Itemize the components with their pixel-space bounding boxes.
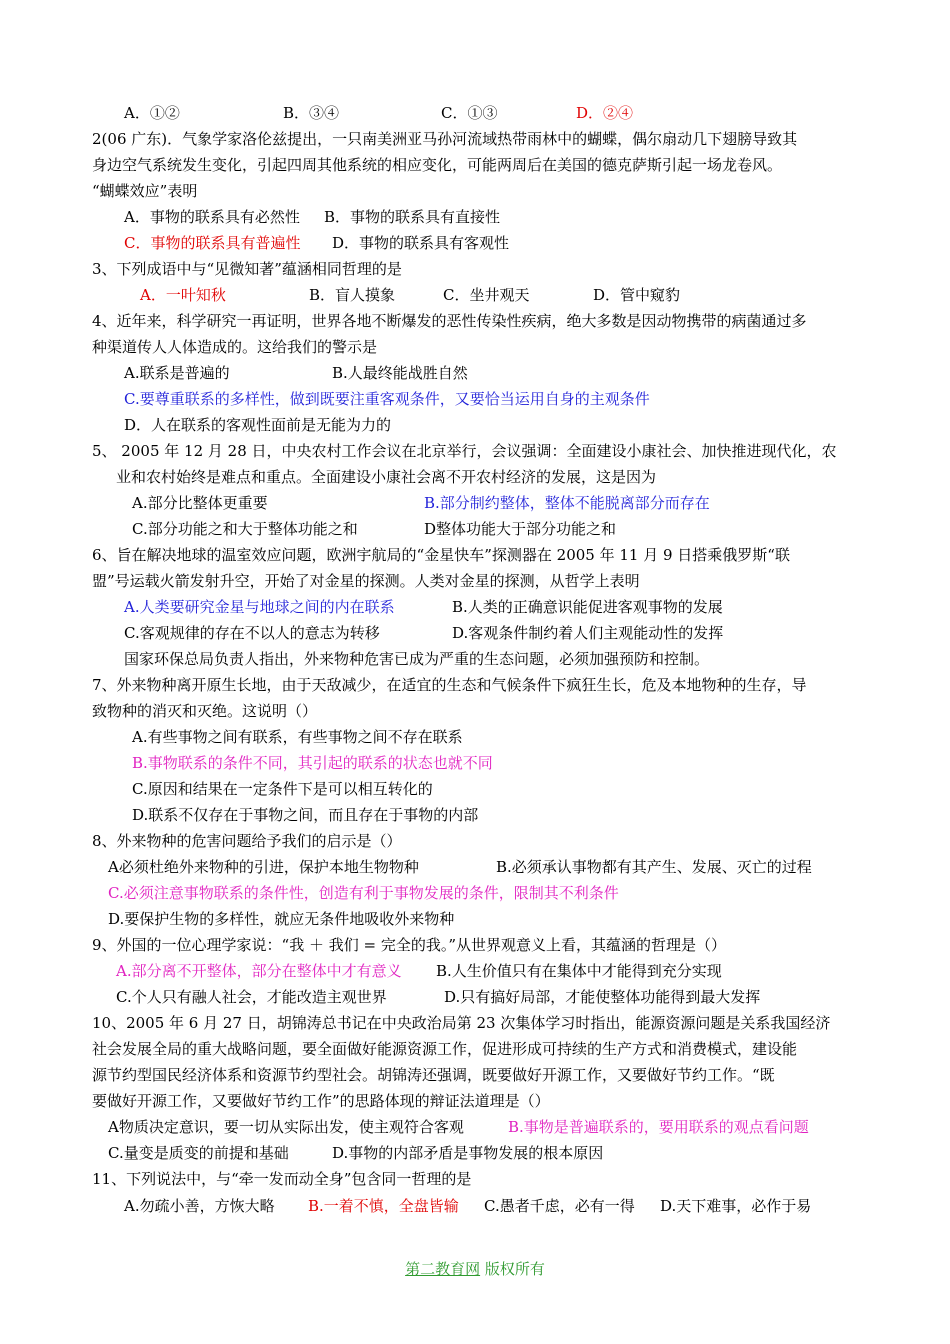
q9-option-b: B.人生价值只有在集体中才能得到充分实现 [436, 962, 722, 980]
q2-stem-line1: 2(06 广东)．气象学家洛伦兹提出，一只南美洲亚马孙河流域热带雨林中的蝴蝶，偶尔扇动几下翅膀导致其 [92, 130, 798, 148]
q10-option-d: D.事物的内部矛盾是事物发展的根本原因 [332, 1144, 604, 1162]
q10-option-c: C.量变是质变的前提和基础 [108, 1144, 289, 1162]
q4-option-d: D．人在联系的客观性面前是无能为力的 [124, 416, 392, 434]
q11-option-d: D.天下难事，必作于易 [660, 1197, 812, 1215]
q1-option-a: A．①② [124, 104, 180, 122]
q1-option-d: D．②④ [576, 104, 634, 122]
q8-option-d: D.要保护生物的多样性，就应无条件地吸收外来物种 [108, 910, 455, 928]
q8-option-c: C.必须注意事物联系的条件性，创造有利于事物发展的条件，限制其不利条件 [108, 884, 619, 902]
q10-stem-line2: 社会发展全局的重大战略问题，要全面做好能源资源工作，促进形成可持续的生产方式和消费模式，建设能 [92, 1040, 798, 1058]
q5-option-b: B.部分制约整体，整体不能脱离部分而存在 [424, 494, 710, 512]
footer-site-link[interactable]: 第二教育网 [405, 1260, 481, 1278]
q5-stem-line1: 5、 2005 年 12 月 28 日，中央农村工作会议在北京举行，会议强调：全面建设小康社会、加快推进现代化，农 [92, 442, 837, 460]
q10-stem-line3: 源节约型国民经济体系和资源节约型社会。胡锦涛还强调，既要做好开源工作，又要做好节约工作。“既 [92, 1066, 775, 1084]
q4-stem-line2: 种渠道传人人体造成的。这给我们的警示是 [92, 338, 378, 356]
q11-option-c: C.愚者千虑，必有一得 [484, 1197, 635, 1215]
q8-option-b: B.必须承认事物都有其产生、发展、灭亡的过程 [496, 858, 812, 876]
q6-option-c: C.客观规律的存在不以人的意志为转移 [124, 624, 380, 642]
q7-intro: 国家环保总局负责人指出，外来物种危害已成为严重的生态问题，必须加强预防和控制。 [124, 650, 710, 668]
q5-option-c: C.部分功能之和大于整体功能之和 [132, 520, 358, 538]
q4-option-a: A.联系是普遍的 [124, 364, 230, 382]
q2-option-a: A．事物的联系具有必然性 [124, 208, 300, 226]
q9-option-c: C.个人只有融人社会，才能改造主观世界 [116, 988, 387, 1006]
q3-option-b: B．盲人摸象 [309, 286, 396, 304]
q11-option-b: B.一着不慎，全盘皆输 [308, 1197, 459, 1215]
q2-option-d: D．事物的联系具有客观性 [332, 234, 510, 252]
q7-option-a: A.有些事物之间有联系，有些事物之间不存在联系 [132, 728, 463, 746]
q8-option-a: A必须杜绝外来物种的引进，保护本地生物物种 [108, 858, 419, 876]
q9-stem: 9、外国的一位心理学家说：“我 ＋ 我们 = 完全的我。”从世界观意义上看，其蕴涵的哲理是（） [92, 936, 727, 954]
q7-stem-line1: 7、外来物种离开原生长地，由于天敌减少，在适宜的生态和气候条件下疯狂生长，危及本地物种的生存，导 [92, 676, 807, 694]
q3-stem: 3、下列成语中与“见微知著”蕴涵相同哲理的是 [92, 260, 402, 278]
q3-option-d: D．管中窥豹 [593, 286, 681, 304]
q11-stem: 11、下列说法中，与“牵一发而动全身”包含同一哲理的是 [92, 1170, 472, 1188]
q7-option-d: D.联系不仅存在于事物之间，而且存在于事物的内部 [132, 806, 479, 824]
q7-stem-line2: 致物种的消灭和灭绝。这说明（） [92, 702, 318, 720]
q11-option-a: A.勿疏小善，方恢大略 [124, 1197, 275, 1215]
q10-option-b: B.事物是普遍联系的，要用联系的观点看问题 [508, 1118, 809, 1136]
q5-stem-line2: 业和农村始终是难点和重点。全面建设小康社会离不开农村经济的发展，这是因为 [116, 468, 657, 486]
page-footer [0, 1258, 950, 1279]
q9-option-d: D.只有搞好局部，才能使整体功能得到最大发挥 [444, 988, 761, 1006]
q3-option-c: C．坐井观天 [443, 286, 530, 304]
q4-stem-line1: 4、近年来，科学研究一再证明，世界各地不断爆发的恶性传染性疾病，绝大多数是因动物携带的病菌通过多 [92, 312, 807, 330]
q1-option-b: B．③④ [283, 104, 340, 122]
q2-option-c: C．事物的联系具有普遍性 [124, 234, 301, 252]
q2-option-b: B．事物的联系具有直接性 [324, 208, 501, 226]
q6-stem-line1: 6、旨在解决地球的温室效应问题，欧洲宇航局的“金星快车”探测器在 2005 年 11 月 9 日搭乘俄罗斯“联 [92, 546, 790, 564]
q8-stem: 8、外来物种的危害问题给予我们的启示是（） [92, 832, 402, 850]
q4-option-c: C.要尊重联系的多样性，做到既要注重客观条件，又要恰当运用自身的主观条件 [124, 390, 650, 408]
q7-option-c: C.原因和结果在一定条件下是可以相互转化的 [132, 780, 433, 798]
q1-option-c: C．①③ [441, 104, 498, 122]
q6-option-d: D.客观条件制约着人们主观能动性的发挥 [452, 624, 724, 642]
q7-option-b: B.事物联系的条件不同，其引起的联系的状态也就不同 [132, 754, 493, 772]
q2-stem-line3: “蝴蝶效应”表明 [92, 182, 198, 200]
q5-option-d: D整体功能大于部分功能之和 [424, 520, 617, 538]
q4-option-b: B.人最终能战胜自然 [332, 364, 468, 382]
q2-stem-line2: 身边空气系统发生变化，引起四周其他系统的相应变化，可能两周后在美国的德克萨斯引起一场龙卷风。 [92, 156, 783, 174]
q9-option-a: A.部分离不开整体，部分在整体中才有意义 [116, 962, 402, 980]
q5-option-a: A.部分比整体更重要 [132, 494, 268, 512]
q10-option-a: A物质决定意识，要一切从实际出发，使主观符合客观 [108, 1118, 464, 1136]
q6-option-a: A.人类要研究金星与地球之间的内在联系 [124, 598, 395, 616]
footer-copyright: 版权所有 [484, 1260, 545, 1278]
q6-stem-line2: 盟”号运载火箭发射升空，开始了对金星的探测。人类对金星的探测，从哲学上表明 [92, 572, 640, 590]
q3-option-a: A．一叶知秋 [140, 286, 226, 304]
q10-stem-line4: 要做好开源工作，又要做好节约工作”的思路体现的辩证法道理是（） [92, 1092, 550, 1110]
q10-stem-line1: 10、2005 年 6 月 27 日，胡锦涛总书记在中央政治局第 23 次集体学习时指出，能源资源问题是关系我国经济 [92, 1014, 831, 1032]
q6-option-b: B.人类的正确意识能促进客观事物的发展 [452, 598, 723, 616]
